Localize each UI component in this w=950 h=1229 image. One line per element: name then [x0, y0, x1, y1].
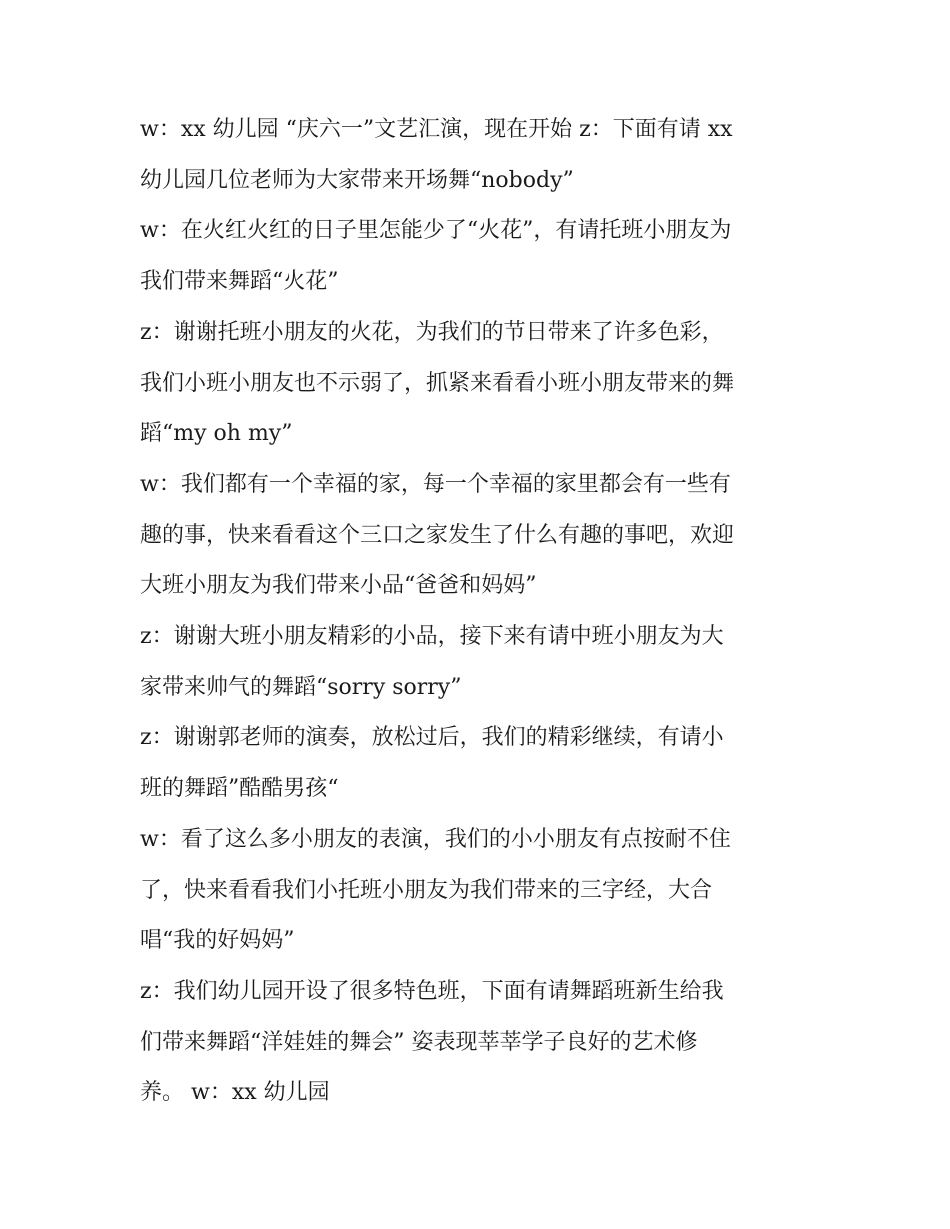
- text-line: 我们小班小朋友也不示弱了，抓紧来看看小班小朋友带来的舞: [140, 370, 735, 396]
- text-line: 了，快来看看我们小托班小朋友为我们带来的三字经，大合: [140, 877, 713, 903]
- text-line: w：xx 幼儿园 “庆六一”文艺汇演，现在开始 z：下面有请 xx: [140, 117, 733, 142]
- text-line: z：谢谢大班小朋友精彩的小品，接下来有请中班小朋友为大: [140, 624, 724, 650]
- text-line: 趣的事，快来看看这个三口之家发生了什么有趣的事吧，欢迎: [140, 522, 735, 548]
- text-line: 班的舞蹈”酷酷男孩“: [140, 776, 339, 802]
- text-line: w：看了这么多小朋友的表演，我们的小小朋友有点按耐不住: [140, 826, 731, 852]
- text-line: 幼儿园几位老师为大家带来开场舞“nobody”: [140, 167, 574, 193]
- text-line: z：谢谢郭老师的演奏，放松过后，我们的精彩继续，有请小: [140, 725, 724, 751]
- text-line: w：我们都有一个幸福的家，每一个幸福的家里都会有一些有: [140, 471, 731, 497]
- text-line: 大班小朋友为我们带来小品“爸爸和妈妈”: [140, 573, 537, 599]
- text-line: z：我们幼儿园开设了很多特色班，下面有请舞蹈班新生给我: [140, 978, 724, 1004]
- text-line: w：在火红火红的日子里怎能少了“火花”，有请托班小朋友为: [140, 218, 732, 244]
- text-line: 们带来舞蹈“洋娃娃的舞会” 姿表现莘莘学子良好的艺术修: [140, 1029, 698, 1055]
- text-line: 养。 w：xx 幼儿园: [140, 1080, 330, 1106]
- text-line: 我们带来舞蹈“火花”: [140, 269, 339, 295]
- text-line: 家带来帅气的舞蹈“sorry sorry”: [140, 674, 462, 700]
- document-body: [140, 105, 820, 1119]
- text-line: 唱“我的好妈妈”: [140, 928, 295, 954]
- text-line: z：谢谢托班小朋友的火花，为我们的节日带来了许多色彩，: [140, 319, 724, 345]
- text-line: 蹈“my oh my”: [140, 421, 293, 447]
